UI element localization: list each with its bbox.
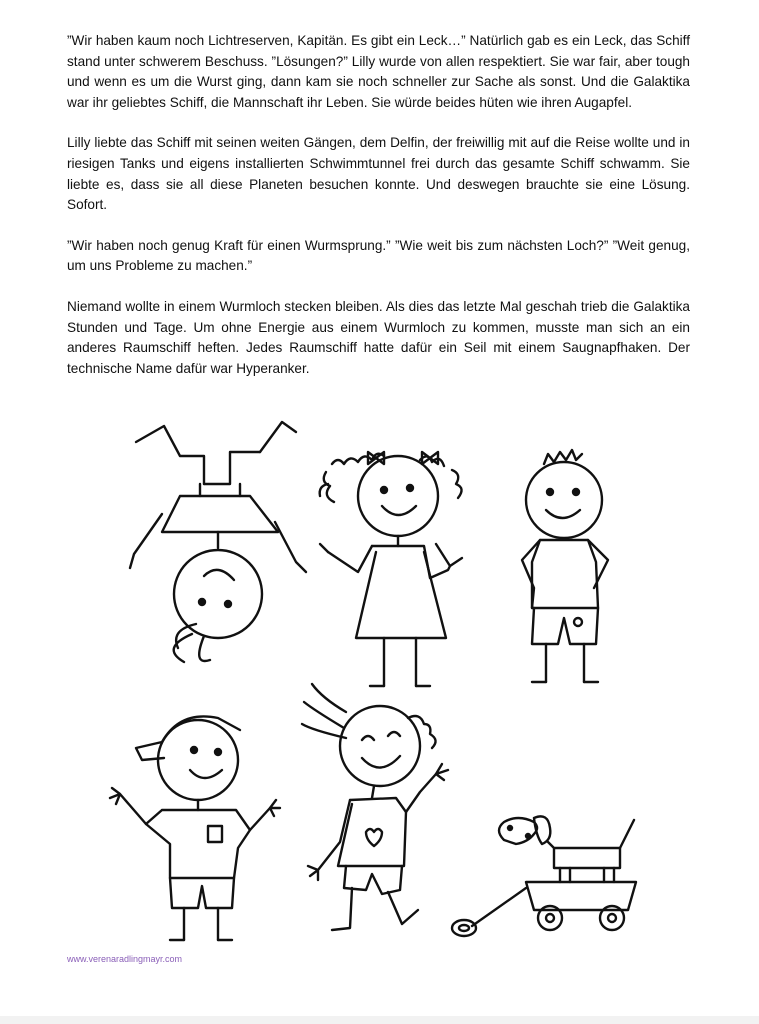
upside-down-girl-figure [130, 422, 306, 662]
paragraph-3: ”Wir haben noch genug Kraft für einen Wurmsprung.” ”Wie weit bis zum nächsten Loch?” ”Weit genug, um uns Probleme zu machen.” [67, 237, 690, 274]
paragraph-1: ”Wir haben kaum noch Lichtreserven, Kapitän. Es gibt ein Leck…” Natürlich gab es ein Leck, das Schiff stand unter schwerem Beschuss. ”Lösungen?” Lilly wurde von allen respektiert. Sie war fair, aber tough und wenn es um die Wurst ging, dann kam sie noch schneller zur Sache als sonst. Und die Galaktika war ihr geliebtes Schiff, die Mannschaft ihr Leben. Sie würde beides hüten wie ihren Augapfel. [67, 33, 690, 110]
page-bottom-edge [0, 1016, 759, 1024]
dog-wagon-figure [452, 816, 636, 936]
jumping-girl-figure [302, 684, 448, 930]
boy-figure [522, 450, 608, 682]
paragraph-2: Lilly liebte das Schiff mit seinen weiten Gängen, dem Delfin, der freiwillig mit auf die Reise wollte und in riesigen Tanks und eigens installierten Schwimmtunnel frei durch das gesamte Schiff schwamm. Sie liebte es, dass sie all diese Planeten besuchen konnte. Und deswegen brauchte sie eine Lösung. Sofort. [67, 135, 690, 213]
curly-hair-girl-figure [320, 452, 462, 686]
footer-url[interactable]: www.verenaradlingmayr.com [67, 954, 183, 964]
stick-figures-illustration [100, 412, 660, 952]
paragraph-4: Niemand wollte in einem Wurmloch stecken bleiben. Als dies das letzte Mal geschah trieb die Galaktika Stunden und Tage. Um ohne Energie aus einem Wurmloch zu kommen, musste man sich an ein anderes Raumschiff heften. Jedes Raumschiff hatte dafür ein Seil mit einem Saugnapfhaken. Der technische Name dafür war Hyperanker. [67, 298, 690, 376]
story-text [67, 31, 690, 399]
cap-boy-figure [110, 716, 280, 940]
